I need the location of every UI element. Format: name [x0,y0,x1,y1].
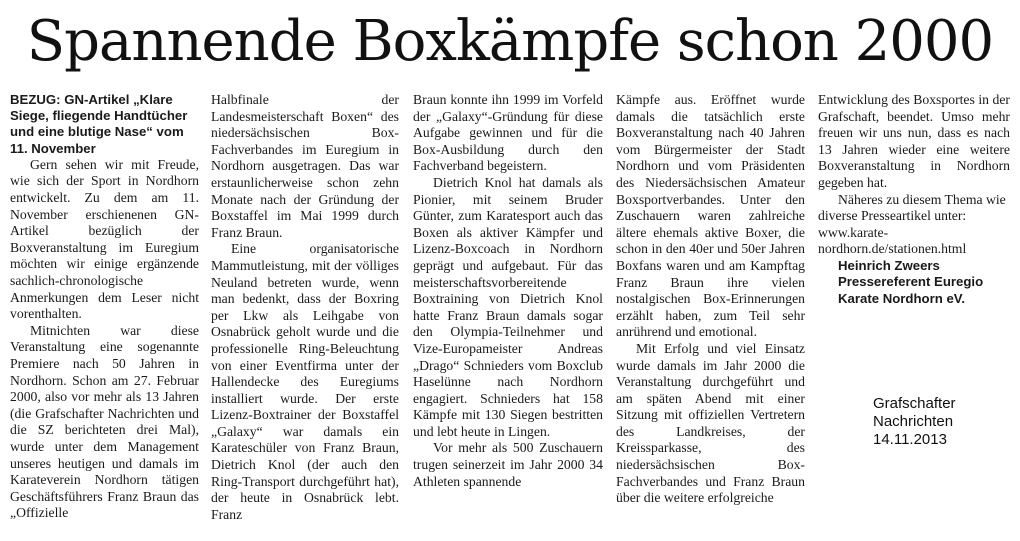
paragraph-1: Gern sehen wir mit Freude, wie sich der Sport in Nordhorn entwickelt. Zu dem am 11. November erschienenen GN-Artikel bezüglich der Boxveranstaltung im Euregium möchten wir einige ergänzende sachlich-chronologische Anmerkungen dem Leser nicht vorenthalten. [10,156,199,322]
paragraph-7: Näheres zu diesem Thema wie diverse Presseartikel unter: www.karate-nordhorn.de/stationen.html [818,191,1006,257]
signature-club: Karate Nordhorn eV. [838,290,966,306]
article-column-3 [413,92,603,490]
headline: Spannende Boxkämpfe schon 2000 [26,9,994,74]
signature [818,258,1010,307]
source-note [873,395,956,449]
source-publication-line-1: Grafschafter [873,395,956,412]
paragraph-6-continued: Entwicklung des Boxsportes in der Grafschaft, beendet. Umso mehr freuen wir uns nun, dass es nach 13 Jahren wieder eine weitere Boxveranstaltung in Nordhorn gegeben hat. [818,92,1010,190]
signature-name: Heinrich Zweers [838,257,940,273]
paragraph-5-continued: Kämpfe aus. Eröffnet wurde damals die tatsächlich erste Boxveranstaltung nach 40 Jahren vom Bürgermeister der Stadt Nordhorn und vom Präsidenten des Niedersächsischen Amateur Boxsportverbandes. Unter den Zuschauern waren zahlreiche ältere ehemals aktive Boxer, die schon in den 40er und 50er Jahren Boxfans waren und am Kampftag Franz Braun ihre vielen nostalgischen Box-Erinnerungen erzählt haben, zum Teil sehr anrührend und emotional. [616,92,805,340]
paragraph-4: Dietrich Knol hat damals als Pionier, mit seinem Bruder Günter, zum Karatesport auch das Boxen als aktiver Kämpfer und Lizenz-Boxcoach in Nordhorn geprägt und aufgebaut. Für das meisterschaftsvorbereitende Boxtraining von Dietrich Knol hatte Franz Braun damals sogar den Olympia-Teilnehmer und Vize-Europameister Andreas „Drago“ Schnieders vom Boxclub Haselünne nach Nordhorn engagiert. Schnieders hat 158 Kämpfe mit 130 Siegen bestritten und lebt heute in Lingen. [413,174,603,439]
source-publication-line-2: Nachrichten [873,413,954,430]
article-column-4 [616,92,805,507]
article-column-2 [211,92,399,523]
source-date: 14.11.2013 [873,431,947,448]
paragraph-6: Mit Erfolg und viel Einsatz wurde damals im Jahr 2000 die Veranstaltung durchgeführt und am späten Abend mit einer Sitzung mit offiziellen Vertretern des Landkreises, der Kreissparkasse, des niedersächsischen Box-Fachverbandes und Franz Braun über die weitere erfolgreiche [616,340,805,506]
paragraph-5: Vor mehr als 500 Zuschauern trugen seinerzeit im Jahr 2000 34 Athleten spannende [413,440,603,489]
article-column-5 [818,92,1010,307]
paragraph-3: Eine organisatorische Mammutleistung, mit der völliges Neuland betreten wurde, wenn man bedenkt, dass der Boxring per Lkw als Leihgabe von Osnabrück geholt wurde und die professionelle Ring-Beleuchtung von einer Eventfirma unter der Hallendecke des Euregiums installiert wurde. Der erste Lizenz-Boxtrainer der Boxstaffel „Galaxy“ war damals ein Karateschüler von Franz Braun, Dietrich Knol (der auch den Ring-Transport durchgeführt hat), der heute in Osnabrück lebt. Franz [211,241,399,522]
reference-line: BEZUG: GN-Artikel „Klare Siege, fliegende Handtücher und eine blutige Nase“ vom 11. November [10,92,188,156]
signature-role: Pressereferent Euregio [838,274,984,290]
paragraph-3-continued: Braun konnte ihn 1999 im Vorfeld der „Galaxy“-Gründung für diese Aufgabe gewinnen und für die Box-Ausbildung durch den Fachverband begeistern. [413,92,603,174]
paragraph-2-continued: Halbfinale der Landesmeisterschaft Boxen“ des niedersächsischen Box-Fachverbandes im Euregium in Nordhorn ausgetragen. Das war erstaunlicherweise schon zehn Monate nach der Gründung der Boxstaffel im Mai 1999 durch Franz Braun. [211,92,399,240]
article-column-1 [10,92,199,522]
paragraph-2: Mitnichten war diese Veranstaltung eine sogenannte Premiere nach 50 Jahren in Nordhorn. Schon am 27. Februar 2000, also vor mehr als 13 Jahren (die Grafschafter Nachrichten und die SZ berichteten drei Mal), wurde unter dem Management unseres heutigen und damals im Karateverein Nordhorn tätigen Geschäftsführers Franz Braun das „Offizielle [10,322,199,521]
